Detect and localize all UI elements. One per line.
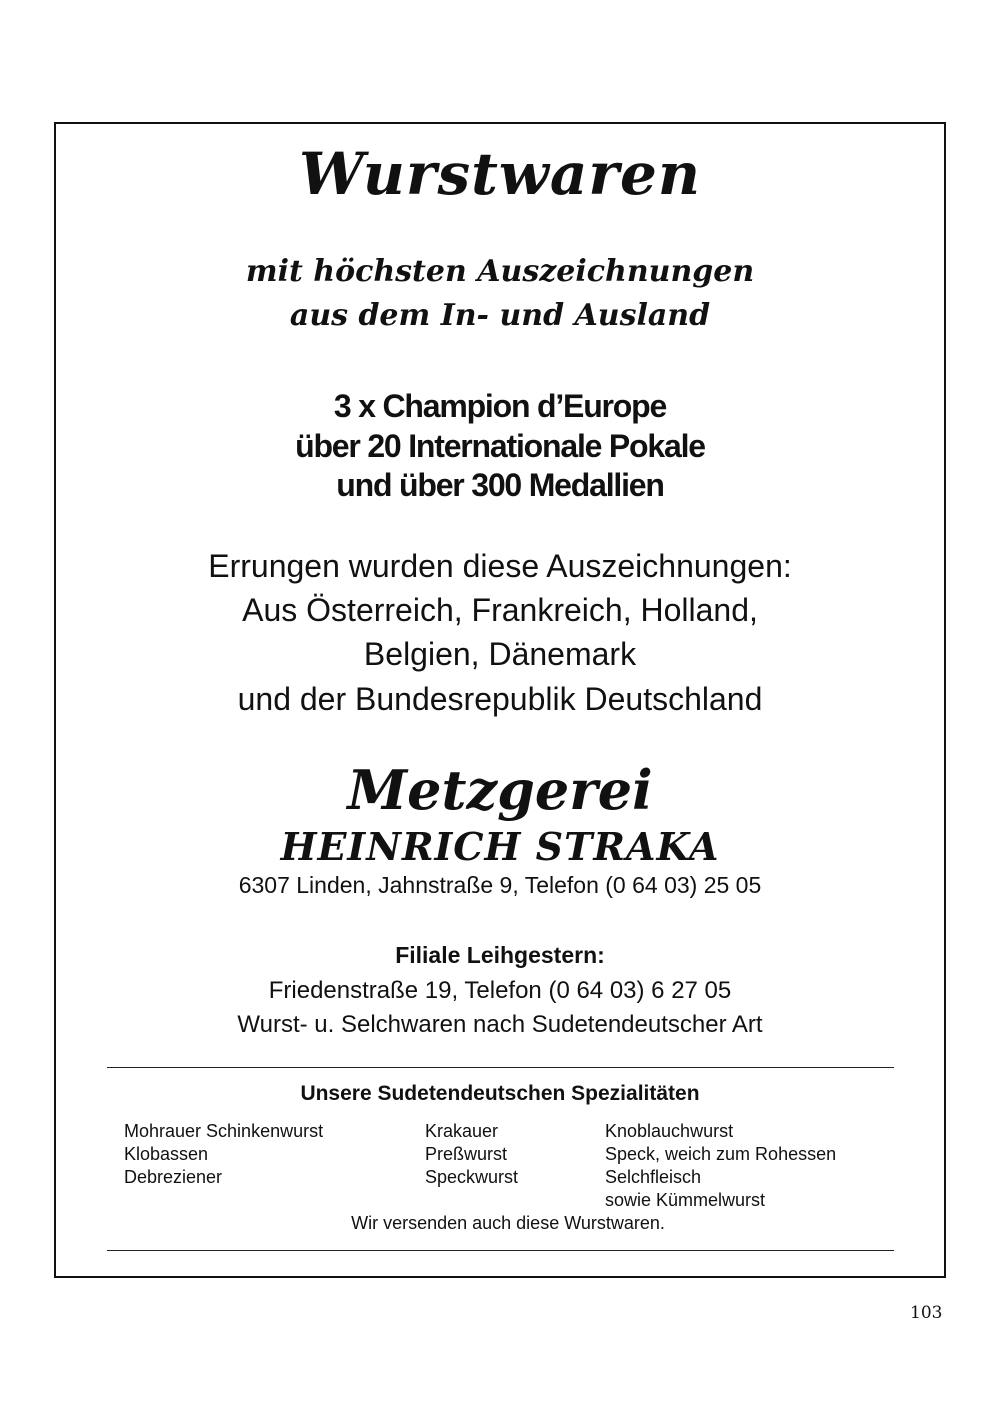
specialties-column-2 (425, 1120, 518, 1189)
specialty-item: Krakauer (425, 1121, 499, 1141)
specialty-item: Speck, weich zum Rohessen (605, 1144, 837, 1164)
specialty-item: Knoblauchwurst (605, 1121, 734, 1141)
specialty-item: Klobassen (124, 1144, 209, 1164)
award-line-1: 3 x Champion d’Europe (333, 388, 667, 424)
specialties-column-1 (124, 1120, 323, 1189)
countries-line-4: und der Bundesrepublik Deutschland (237, 681, 763, 717)
specialty-item: Preßwurst (425, 1144, 508, 1164)
specialty-item: Speckwurst (425, 1167, 519, 1187)
countries-line-2: Aus Österreich, Frankreich, Holland, (242, 592, 758, 628)
award-line-2: über 20 Internationale Pokale (295, 428, 705, 464)
divider-bottom (107, 1250, 894, 1251)
specialties-column-3 (605, 1120, 836, 1212)
branch-note: Wurst- u. Selchwaren nach Sudetendeutscher Art (237, 1011, 763, 1038)
headline: Wurstwaren (298, 140, 702, 208)
business-name: HEINRICH STRAKA (280, 824, 720, 869)
divider-top (107, 1067, 894, 1068)
specialties-heading: Unsere Sudetendeutschen Spezialitäten (300, 1082, 700, 1105)
branch-heading: Filiale Leihgestern: (395, 942, 605, 968)
branch-address: Friedenstraße 19, Telefon (0 64 03) 6 27 05 (268, 977, 732, 1004)
shipping-note: Wir versenden auch diese Wurstwaren. (351, 1213, 665, 1233)
specialty-item: Debreziener (124, 1167, 223, 1187)
award-line-3: und über 300 Medallien (336, 467, 664, 503)
page-number: 103 (910, 1303, 943, 1323)
countries-line-1: Errungen wurden diese Auszeichnungen: (208, 548, 792, 584)
specialty-item: Selchfleisch (605, 1167, 702, 1187)
specialty-item: Mohrauer Schinkenwurst (124, 1121, 324, 1141)
countries-line-3: Belgien, Dänemark (363, 636, 637, 672)
business-type: Metzgerei (347, 758, 653, 822)
subheadline-line-1: mit höchsten Auszeichnungen (245, 254, 755, 289)
specialty-item: sowie Kümmelwurst (605, 1190, 766, 1210)
subheadline-line-2: aus dem In- und Ausland (289, 298, 711, 333)
business-address: 6307 Linden, Jahnstraße 9, Telefon (0 64 03) 25 05 (238, 872, 762, 898)
